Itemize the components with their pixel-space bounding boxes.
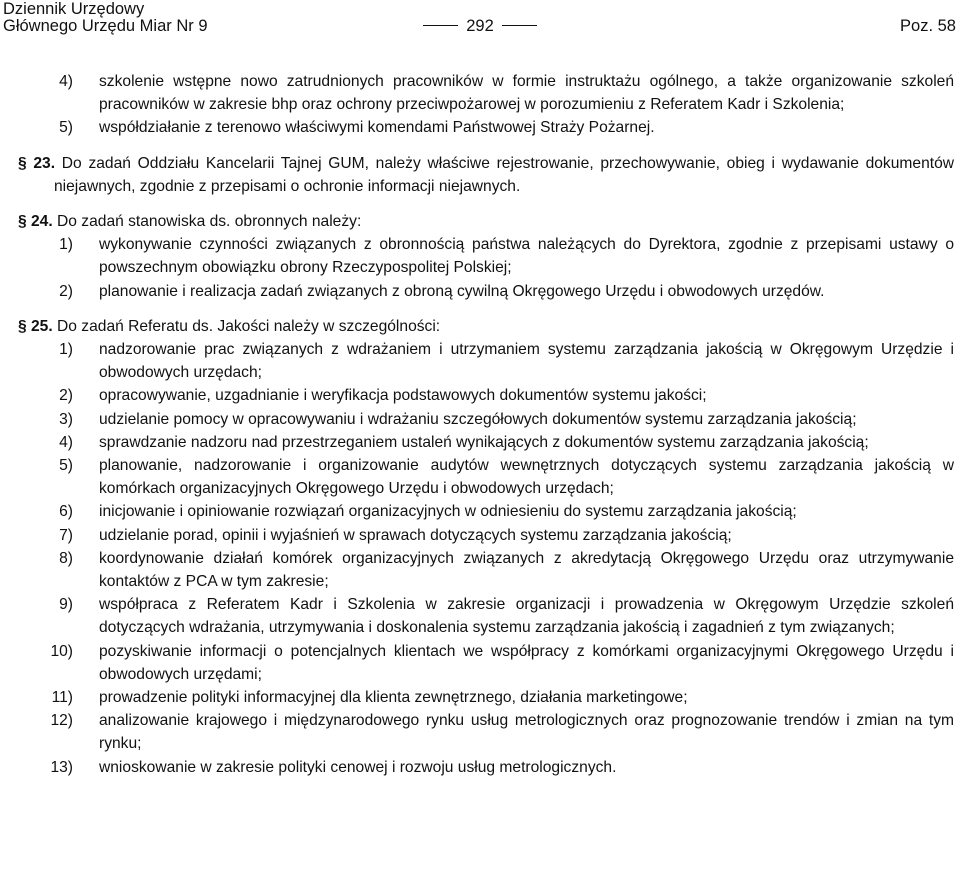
document-body [0, 70, 960, 779]
item-text: koordynowanie działań komórek organizacyjnych związanych z akredytacją Okręgowego Urzędu oraz utrzymywanie kontaktów z PCA w tym zakresie; [99, 549, 954, 591]
item-number: 4) [59, 433, 73, 451]
item-number: 1) [59, 236, 73, 254]
item-number: 4) [59, 73, 73, 90]
item-number: 11) [51, 689, 73, 707]
item-text: współpraca z Referatem Kadr i Szkolenia w zakresie organizacji i prowadzenia w Okręgowym Urzędzie szkoleń dotyczących wdrażania, utrzymywania i doskonalenia systemu zarządzania jakością i zagadnień z tym związanych; [99, 596, 954, 637]
item-text: współdziałanie z terenowo właściwymi komendami Państwowej Straży Pożarnej. [99, 119, 655, 137]
list-item [0, 709, 960, 755]
list-item [0, 686, 960, 709]
list-item [0, 233, 960, 279]
item-number: 5) [59, 457, 73, 475]
list-item [0, 593, 960, 639]
item-text: udzielanie porad, opinii i wyjaśnień w sprawach dotyczących systemu zarządzania jakością; [99, 526, 732, 544]
item-number: 13) [50, 758, 73, 776]
section-23-text: Do zadań Oddziału Kancelarii Tajnej GUM, należy właściwe rejestrowanie, przechowywanie, obieg i wydawanie dokumentów niejawnych, zgodnie z przepisami o ochronie informacji niejawnych. [54, 154, 955, 195]
list-item [0, 756, 960, 779]
list-item [0, 70, 960, 116]
section-25-intro: Do zadań Referatu ds. Jakości należy w szczególności: [57, 317, 441, 335]
section-24-label: § 24. [18, 213, 53, 231]
section-24 [0, 210, 960, 233]
item-text: nadzorowanie prac związanych z wdrażaniem i utrzymaniem systemu zarządzania jakością w Okręgowym Urzędzie i obwodowych urzędach; [99, 341, 954, 382]
dash-right [502, 25, 537, 26]
dash-left [423, 25, 458, 26]
item-number: 12) [50, 712, 73, 730]
item-text: wykonywanie czynności związanych z obronnością państwa należących do Dyrektora, zgodnie z przepisami ustawy o powszechnym obowiązku obrony Rzeczypospolitej Polskiej; [99, 236, 954, 277]
list-item [0, 500, 960, 523]
item-number: 1) [59, 341, 73, 359]
item-number: 9) [59, 596, 73, 614]
section-24-intro: Do zadań stanowiska ds. obronnych należy: [57, 213, 362, 231]
list-item [0, 640, 960, 686]
page-header [0, 0, 960, 40]
item-text: opracowywanie, uzgadnianie i weryfikacja podstawowych dokumentów systemu jakości; [99, 387, 707, 405]
item-number: 2) [59, 387, 73, 405]
list-item [0, 116, 960, 139]
item-number: 2) [59, 282, 73, 300]
item-text: sprawdzanie nadzoru nad przestrzeganiem ustaleń wynikających z dokumentów systemu zarządzania jakością; [99, 433, 869, 451]
journal-issue: Głównego Urzędu Miar Nr 9 [3, 17, 208, 35]
item-text: szkolenie wstępne nowo zatrudnionych pracowników w formie instruktażu ogólnego, a także organizowanie szkoleń pracowników w zakresie bhp oraz ochrony przeciwpożarowej w porozumieniu z Referatem Kadr i Szkolenia; [99, 73, 954, 114]
journal-title: Dziennik Urzędowy [3, 0, 145, 18]
section-25-intro-line [0, 315, 954, 338]
list-item [0, 547, 960, 593]
list-item [0, 408, 960, 431]
item-number: 3) [59, 410, 73, 428]
list-item [0, 338, 960, 384]
item-text: analizowanie krajowego i międzynarodowego rynku usług metrologicznych oraz prognozowanie trendów i zmian na tym rynku; [99, 712, 954, 753]
item-text: inicjowanie i opiniowanie rozwiązań organizacyjnych w odniesieniu do systemu zarządzania jakością; [99, 503, 797, 521]
item-number: 5) [59, 119, 73, 137]
section-25 [0, 315, 960, 338]
section-23 [0, 152, 960, 198]
page-number-block [0, 17, 960, 35]
section-25-label: § 25. [18, 317, 53, 335]
list-item [0, 454, 960, 500]
item-text: prowadzenie polityki informacyjnej dla klienta zewnętrznego, działania marketingowe; [99, 689, 688, 707]
section-24-intro-line [0, 210, 954, 233]
item-text: pozyskiwanie informacji o potencjalnych klientach we współpracy z komórkami organizacyjnymi Okręgowego Urzędu i obwodowych urzędami; [99, 642, 954, 683]
list-item [0, 431, 960, 454]
section-23-paragraph [0, 152, 954, 198]
position-label: Poz. 58 [900, 17, 956, 35]
page-number: 292 [466, 17, 494, 35]
list-item [0, 524, 960, 547]
item-number: 8) [59, 549, 73, 567]
item-text: udzielanie pomocy w opracowywaniu i wdrażaniu szczegółowych dokumentów systemu zarządzania jakością; [99, 410, 857, 428]
item-text: planowanie i realizacja zadań związanych z obroną cywilną Okręgowego Urzędu i obwodowych urzędów. [99, 282, 825, 300]
section-23-label: § 23. [18, 154, 56, 172]
item-number: 10) [50, 642, 73, 660]
list-item [0, 280, 960, 303]
item-number: 6) [59, 503, 73, 521]
item-number: 7) [59, 526, 73, 544]
item-text: planowanie, nadzorowanie i organizowanie audytów wewnętrznych dotyczących systemu zarządzania jakością w komórkach organizacyjnych Okręgowego Urzędu i obwodowych urzędach; [99, 457, 954, 498]
item-text: wnioskowanie w zakresie polityki cenowej i rozwoju usług metrologicznych. [99, 758, 617, 776]
list-item [0, 384, 960, 407]
